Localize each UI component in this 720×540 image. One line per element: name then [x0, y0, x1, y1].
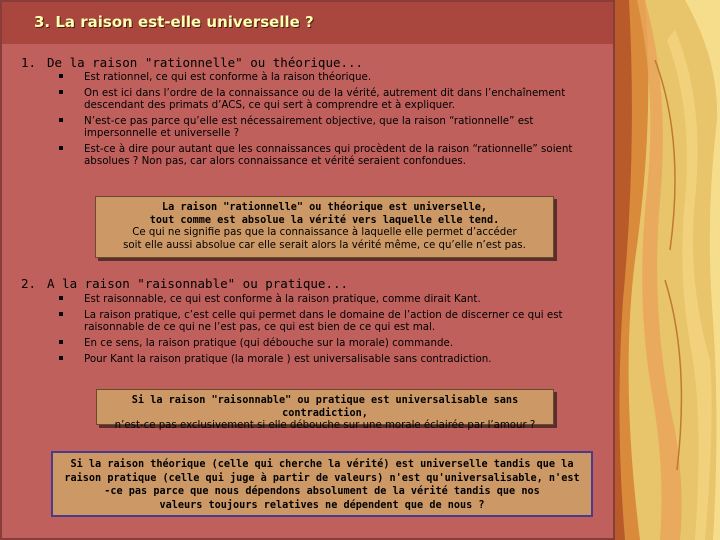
bullet-icon [59, 296, 63, 300]
list-item [59, 337, 609, 349]
slide-title: 3. La raison est-elle universelle ? [34, 13, 314, 31]
section-2-number: 2. [21, 276, 37, 291]
bullet-icon [59, 312, 63, 316]
section-1-heading [21, 55, 363, 70]
list-item [59, 353, 609, 365]
summary-line: Si la raison "raisonnable" ou pratique est universalisable sans contradiction, [131, 395, 519, 419]
decorative-leaf-panel [615, 0, 720, 540]
section-2-summary-box [96, 389, 554, 431]
summary-line: soit elle aussi absolue car elle serait alors la vérité même, ce qu’elle n’est pas. [123, 239, 526, 251]
list-item-text: N’est-ce pas parce qu’elle est nécessairement objective, que la raison “rationnelle” est impersonnelle et universelle ? [84, 115, 534, 139]
list-item-text: En ce sens, la raison pratique (qui débouche sur la morale) commande. [84, 337, 454, 349]
list-item [59, 143, 609, 167]
list-item [59, 293, 609, 305]
section-1-list [59, 71, 609, 171]
conclusion-box [51, 451, 593, 517]
list-item [59, 115, 609, 139]
bullet-icon [59, 146, 63, 150]
bullet-icon [59, 118, 63, 122]
section-1-summary-box [95, 196, 554, 258]
section-2-heading [21, 276, 348, 291]
section-1-heading-text: De la raison "rationnelle" ou théorique... [47, 55, 364, 70]
bullet-icon [59, 74, 63, 78]
conclusion-line: -ce pas parce que nous dépendons absolument de la vérité tandis que nos [104, 486, 540, 497]
list-item-text: Est raisonnable, ce qui est conforme à la raison pratique, comme dirait Kant. [84, 293, 481, 305]
section-2-heading-text: A la raison "raisonnable" ou pratique... [47, 276, 349, 291]
list-item-text: Est rationnel, ce qui est conforme à la raison théorique. [84, 71, 372, 83]
list-item-text: Pour Kant la raison pratique (la morale ) est universalisable sans contradiction. [84, 353, 492, 365]
summary-line: n’est-ce pas exclusivement si elle débouche sur une morale éclairée par l’amour ? [114, 420, 536, 431]
bullet-icon [59, 340, 63, 344]
conclusion-line: Si la raison théorique (celle qui cherche la vérité) est universelle tandis que la [70, 459, 574, 470]
section-1-number: 1. [21, 55, 37, 70]
list-item-text: On est ici dans l’ordre de la connaissance ou de la vérité, autrement dit dans l’enchaînement descendant des primats d’ACS, ce qui sert à comprendre et à expliquer. [84, 87, 566, 111]
conclusion-line: raison pratique (celle qui juge à partir de valeurs) n'est qu'universalisable, n'est [64, 472, 580, 484]
section-2-list [59, 293, 609, 369]
list-item-text: Est-ce à dire pour autant que les connaissances qui procèdent de la raison “rationnelle” soient absolues ? Non pas, car alors connaissance et vérité seraient confondues. [84, 143, 573, 167]
summary-line: Ce qui ne signifie pas que la connaissance à laquelle elle permet d’accéder [132, 227, 517, 238]
list-item [59, 309, 609, 333]
list-item [59, 87, 609, 111]
list-item [59, 71, 609, 83]
bullet-icon [59, 356, 63, 360]
summary-line: tout comme est absolue la vérité vers laquelle elle tend. [149, 214, 500, 226]
bullet-icon [59, 90, 63, 94]
list-item-text: La raison pratique, c’est celle qui permet dans le domaine de l’action de discerner ce qui est raisonnable de ce qui ne l’est pas, ce qui est bien de ce qui est mal. [84, 309, 563, 333]
conclusion-line: valeurs toujours relatives ne dépendent que de nous ? [159, 499, 485, 511]
summary-line: La raison "rationnelle" ou théorique est universelle, [161, 202, 488, 213]
